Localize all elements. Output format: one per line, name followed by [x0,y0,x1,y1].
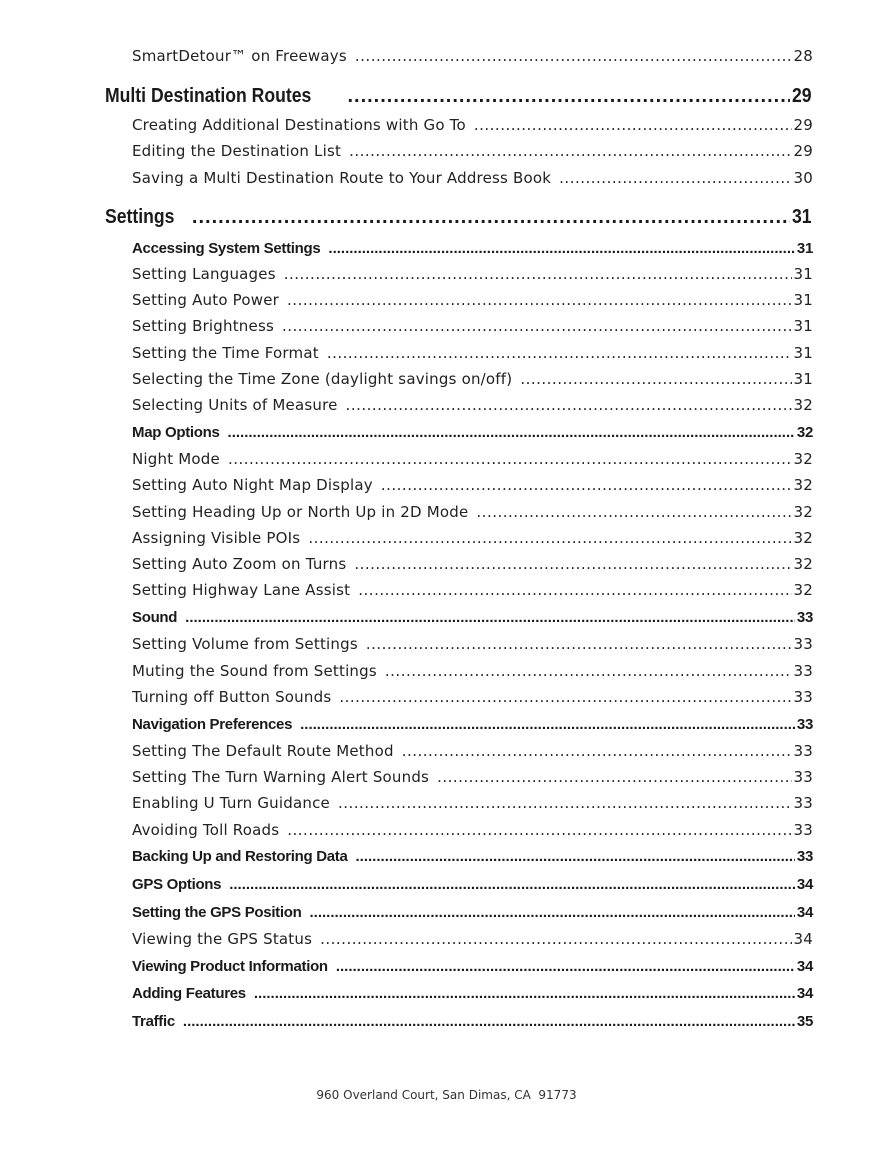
toc-entry-title: Setting The Turn Warning Alert Sounds [132,768,430,786]
dot-leader [192,206,790,229]
toc-entry[interactable] [132,116,813,134]
dot-leader [474,116,792,134]
toc-entry[interactable] [132,635,813,653]
toc-entry-title: Map Options [132,424,220,441]
toc-entry-title: Night Mode [132,450,220,468]
toc-entry-page: 29 [791,85,812,107]
toc-subsection-heading[interactable] [132,848,813,865]
toc-entry[interactable] [132,265,813,283]
toc-subsection-heading[interactable] [132,609,813,626]
dot-leader [254,985,795,1002]
toc-entry-title: Setting Volume from Settings [132,635,358,653]
toc-entry-title: GPS Options [132,876,222,893]
toc-entry-title: Setting The Default Route Method [132,742,394,760]
toc-entry-title: Adding Features [132,985,246,1002]
toc-entry[interactable] [132,821,813,839]
toc-entry-page: 33 [793,794,813,812]
dot-leader [229,876,795,893]
toc-entry-page: 29 [793,116,813,134]
toc-entry-title: Avoiding Toll Roads [132,821,280,839]
toc-entry-title: Multi Destination Routes [105,85,312,107]
toc-entry-page: 32 [793,396,813,414]
toc-entry[interactable] [132,344,813,362]
toc-entry-title: Sound [132,609,178,626]
toc-entry[interactable] [132,555,813,573]
toc-entry-page: 31 [793,265,813,283]
toc-entry[interactable] [132,396,813,414]
dot-leader [287,821,791,839]
toc-entry-title: Accessing System Settings [132,240,321,257]
toc-subsection-heading[interactable] [132,904,813,921]
toc-entry[interactable] [132,317,813,335]
toc-entry[interactable] [132,581,813,599]
toc-entry[interactable] [132,794,813,812]
toc-entry-page: 34 [796,985,813,1002]
toc-entry-title: Saving a Multi Destination Route to Your Address Book [132,169,552,187]
dot-leader [183,1013,795,1030]
toc-entry-page: 31 [796,240,813,257]
toc-entry-title: Setting Heading Up or North Up in 2D Mode [132,503,469,521]
toc-entry-page: 34 [796,876,813,893]
toc-entry-title: Setting Brightness [132,317,274,335]
dot-leader [385,662,792,680]
dot-leader [381,476,792,494]
toc-entry-title: Creating Additional Destinations with Go To [132,116,466,134]
toc-entry-title: Viewing the GPS Status [132,930,313,948]
toc-entry-title: SmartDetour™ on Freeways [132,47,347,65]
dot-leader [347,85,789,108]
toc-entry-page: 32 [793,503,813,521]
toc-entry[interactable] [132,768,813,786]
dot-leader [354,555,791,573]
dot-leader [309,904,794,921]
toc-entry-page: 30 [793,169,813,187]
toc-entry-page: 33 [793,688,813,706]
toc-entry-title: Muting the Sound from Settings [132,662,377,680]
toc-entry[interactable] [132,370,813,388]
toc-subsection-heading[interactable] [132,958,813,975]
toc-entry-title: Navigation Preferences [132,716,293,733]
toc-entry-page: 31 [793,291,813,309]
toc-entry-title: Traffic [132,1013,175,1030]
dot-leader [338,794,792,812]
toc-entry-title: Selecting Units of Measure [132,396,338,414]
toc-subsection-heading[interactable] [132,424,813,441]
toc-entry-page: 35 [796,1013,813,1030]
dot-leader [356,848,795,865]
toc-entry[interactable] [132,291,813,309]
toc-entry-page: 32 [793,555,813,573]
toc-entry-page: 34 [796,904,813,921]
toc-entry-title: Setting Auto Zoom on Turns [132,555,347,573]
toc-entry-page: 34 [793,930,813,948]
toc-entry-title: Setting Auto Night Map Display [132,476,373,494]
dot-leader [308,529,791,547]
dot-leader [185,609,795,626]
toc-entry-title: Setting Highway Lane Assist [132,581,351,599]
toc-entry-page: 32 [793,476,813,494]
toc-entry-page: 32 [793,581,813,599]
dot-leader [366,635,792,653]
toc-entry-page: 32 [796,424,813,441]
toc-entry-title: Enabling U Turn Guidance [132,794,330,812]
dot-leader [327,344,792,362]
toc-entry[interactable] [132,930,813,948]
toc-subsection-heading[interactable] [132,1013,813,1030]
dot-leader [476,503,791,521]
toc-entry-page: 33 [796,716,813,733]
toc-entry-title: Setting the Time Format [132,344,319,362]
toc-entry-page: 34 [796,958,813,975]
dot-leader [437,768,791,786]
toc-entry-title: Selecting the Time Zone (daylight savings on/off) [132,370,513,388]
toc-entry[interactable] [132,662,813,680]
dot-leader [284,265,792,283]
toc-entry-title: Settings [105,206,175,228]
dot-leader [349,142,791,160]
dot-leader [228,424,795,441]
dot-leader [328,240,794,257]
dot-leader [520,370,791,388]
toc-entry-page: 31 [793,370,813,388]
toc-entry-page: 32 [793,450,813,468]
toc-subsection-heading[interactable] [132,985,813,1002]
dot-leader [346,396,792,414]
toc-entry-page: 29 [793,142,813,160]
toc-entry-page: 31 [793,344,813,362]
toc-entry[interactable] [132,503,813,521]
toc-entry-title: Editing the Destination List [132,142,342,160]
dot-leader [559,169,791,187]
toc-subsection-heading[interactable] [132,716,813,733]
toc-entry[interactable] [132,742,813,760]
toc-entry-page: 33 [796,609,813,626]
toc-subsection-heading[interactable] [132,876,813,893]
toc-entry-page: 31 [793,317,813,335]
toc-entry-title: Assigning Visible POIs [132,529,301,547]
toc-entry-title: Viewing Product Information [132,958,328,975]
page-footer-address: 960 Overland Court, San Dimas, CA 91773 [316,1088,577,1102]
toc-entry-title: Backing Up and Restoring Data [132,848,348,865]
toc-entry[interactable] [132,529,813,547]
dot-leader [355,47,792,65]
dot-leader [358,581,791,599]
toc-entry-page: 32 [793,529,813,547]
dot-leader [300,716,795,733]
toc-entry-title: Turning off Button Sounds [132,688,332,706]
dot-leader [336,958,795,975]
toc-entry-page: 33 [796,848,813,865]
toc-entry[interactable] [132,142,813,160]
dot-leader [339,688,791,706]
toc-entry[interactable] [132,476,813,494]
dot-leader [282,317,792,335]
dot-leader [320,930,791,948]
toc-entry[interactable] [132,47,813,65]
toc-entry-title: Setting Auto Power [132,291,280,309]
toc-entry-page: 33 [793,821,813,839]
dot-leader [287,291,791,309]
toc-entry[interactable] [132,688,813,706]
toc-entry-page: 33 [793,768,813,786]
toc-entry-page: 28 [793,47,813,65]
toc-entry-title: Setting Languages [132,265,276,283]
dot-leader [402,742,792,760]
toc-entry-title: Setting the GPS Position [132,904,302,921]
toc-section-heading[interactable] [105,85,814,108]
toc-entry[interactable] [132,450,813,468]
dot-leader [228,450,792,468]
toc-subsection-heading[interactable] [132,240,813,257]
toc-entry-page: 33 [793,662,813,680]
toc-section-heading[interactable] [105,206,814,229]
toc-entry[interactable] [132,169,813,187]
toc-entry-page: 33 [793,742,813,760]
toc-entry-page: 31 [791,206,812,228]
toc-entry-page: 33 [793,635,813,653]
